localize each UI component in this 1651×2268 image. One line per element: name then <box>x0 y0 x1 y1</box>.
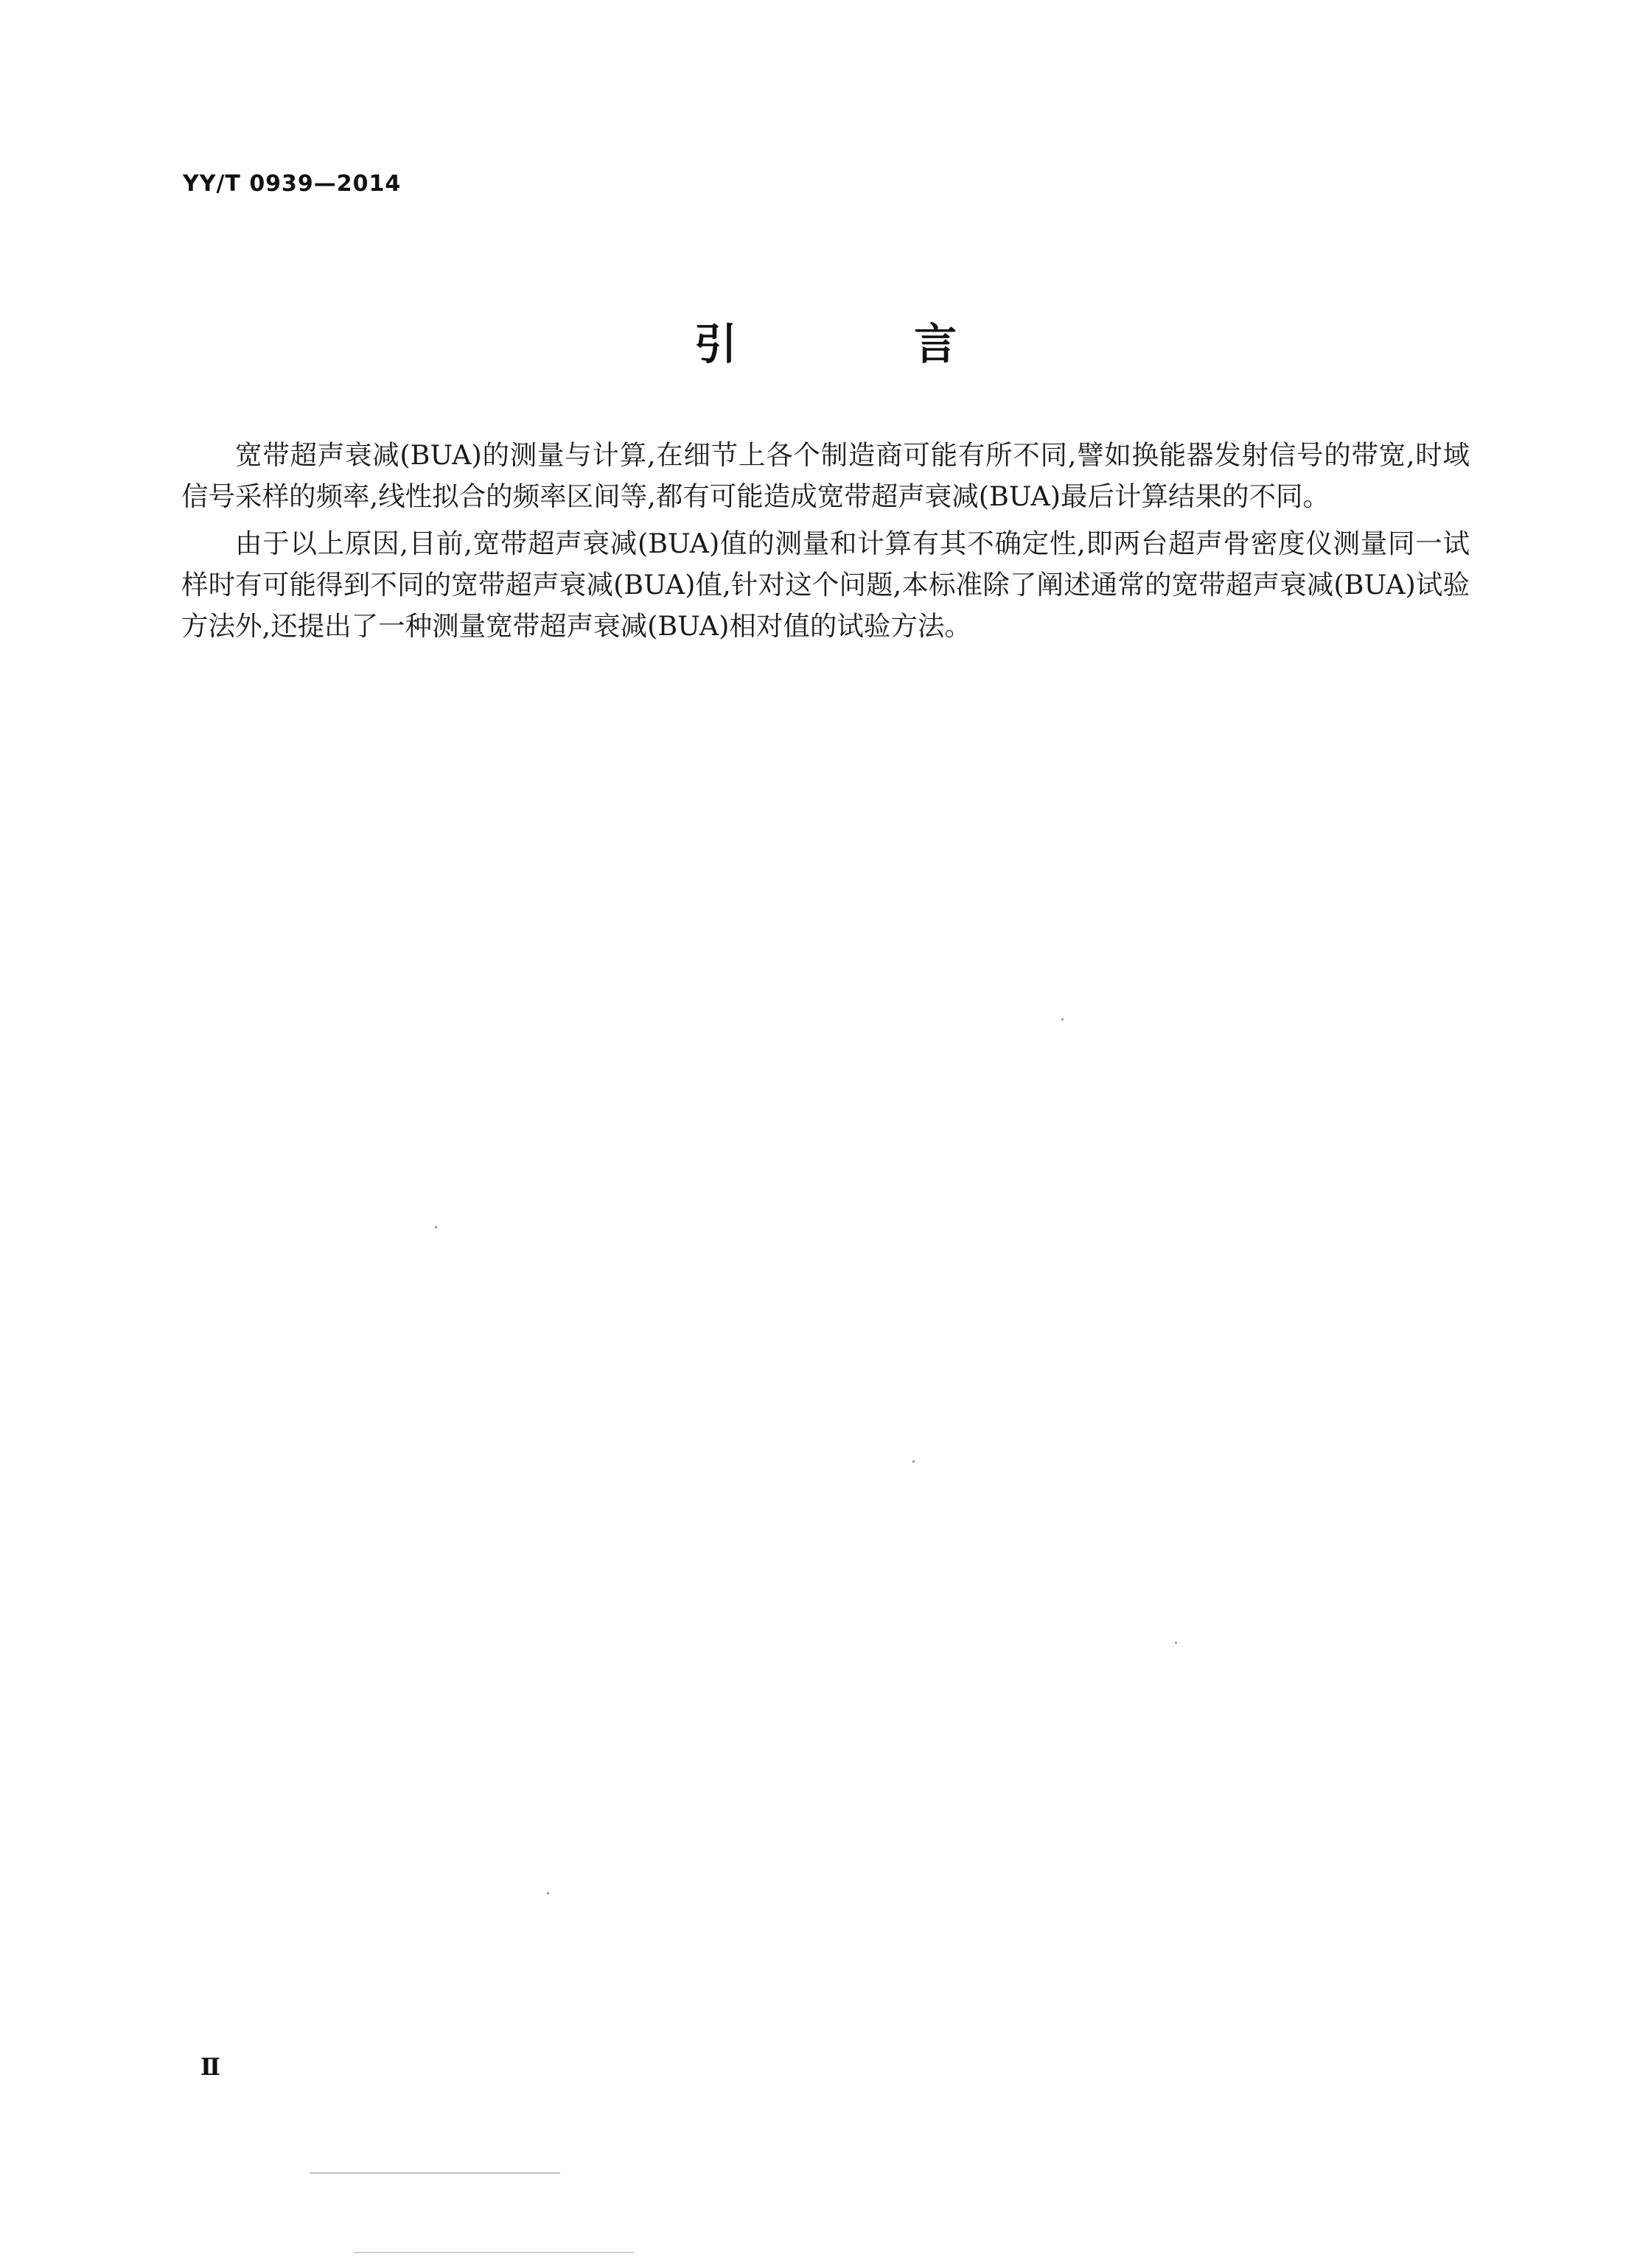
scan-artifact-dot <box>435 1226 437 1228</box>
standard-code: YY/T 0939—2014 <box>183 171 402 197</box>
scan-artifact-dot <box>1061 1018 1064 1021</box>
scan-artifact-line <box>354 2252 634 2253</box>
scan-artifact-dot <box>912 1460 915 1463</box>
scan-artifact-dot <box>547 1892 549 1894</box>
paragraph-2: 由于以上原因,目前,宽带超声衰减(BUA)值的测量和计算有其不确定性,即两台超声骨密度仪测量同一试样时有可能得到不同的宽带超声衰减(BUA)值,针对这个问题,本标准除了阐述通常的宽带超声衰减(BUA)试验方法外,还提出了一种测量宽带超声衰减(BUA)相对值的试验方法。 <box>181 528 1470 642</box>
scan-artifact-line <box>310 2172 560 2174</box>
scan-artifact-dot <box>1175 1642 1177 1644</box>
paragraph-1: 宽带超声衰减(BUA)的测量与计算,在细节上各个制造商可能有所不同,譬如换能器发射信号的带宽,时域信号采样的频率,线性拟合的频率区间等,都有可能造成宽带超声衰减(BUA)最后计算结果的不同。 <box>181 439 1470 512</box>
body-text <box>181 435 1470 653</box>
page-number: Ⅱ <box>200 2053 220 2081</box>
page-title: 引 言 <box>694 319 1039 369</box>
